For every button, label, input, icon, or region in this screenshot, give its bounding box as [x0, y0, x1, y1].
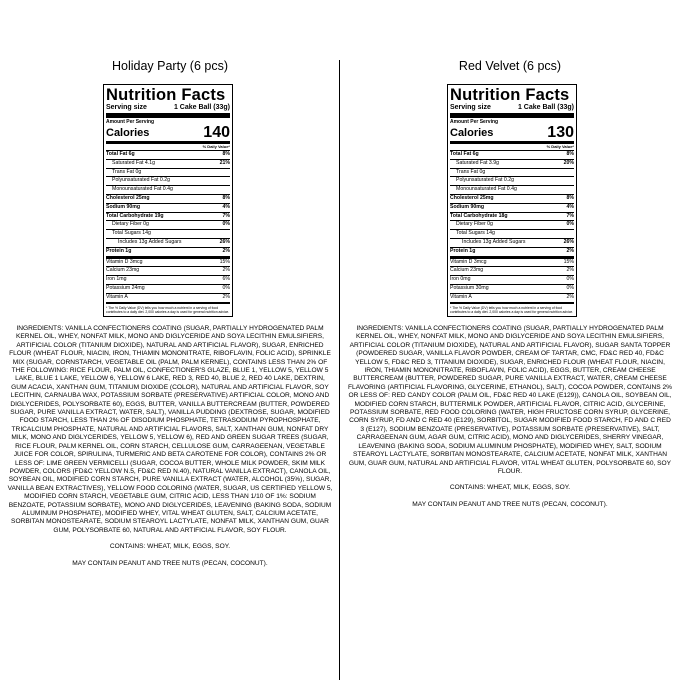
- nutrient-row-calcium: [450, 267, 574, 276]
- nutrient-row-potassium: [450, 285, 574, 294]
- nutrient-row-protein: [450, 248, 574, 259]
- nutrient-dv: 2%: [566, 293, 574, 300]
- nutrient-row-total-fat: [450, 151, 574, 160]
- nutrient-label: Protein 1g: [450, 247, 476, 254]
- calories-row: [450, 125, 574, 144]
- nutrient-dv: 0%: [566, 221, 574, 228]
- nutrient-label: Total Carbohydrate 18g: [450, 212, 508, 219]
- nutrient-label: Sodium 90mg: [106, 203, 141, 210]
- nutrient-dv: 8%: [222, 194, 230, 201]
- nutrient-row-vitamin-d: [450, 259, 574, 268]
- nutrient-row-total-fat: [106, 151, 230, 160]
- nutrient-dv: 4%: [222, 203, 230, 210]
- nutrient-row-cholesterol: [106, 195, 230, 204]
- nutrient-dv: 8%: [566, 194, 574, 201]
- daily-value-footnote: * The % Daily Value (DV) tells you how much a nutrient in a serving of food contributes to a daily diet. 2,000 calories a day is used for general nutrition advice.: [106, 305, 230, 314]
- ingredients-paragraph: [347, 325, 673, 476]
- nutrient-label: Monounsaturated Fat 0.4g: [112, 186, 173, 193]
- nutrient-row-saturated-fat: [106, 160, 230, 169]
- product-title: Holiday Party (6 pcs): [111, 59, 228, 73]
- nutrient-row-sodium: [106, 204, 230, 213]
- nutrient-dv: 15%: [219, 258, 230, 265]
- nutrient-label: Total Carbohydrate 19g: [106, 212, 164, 219]
- nutrient-label: Trans Fat 0g: [456, 168, 486, 175]
- nutrient-label: Potassium 24mg: [106, 284, 145, 291]
- nutrient-dv: 8%: [566, 151, 574, 157]
- nutrient-label: Polyunsaturated Fat 0.2g: [456, 177, 514, 184]
- nutrient-row-dietary-fiber: [106, 221, 230, 230]
- nutrient-row-iron: [106, 276, 230, 285]
- nutrient-dv: 6%: [222, 276, 230, 283]
- nutrient-dv: 2%: [222, 247, 230, 254]
- nutrient-row-calcium: [106, 267, 230, 276]
- nutrient-label: Dietary Fiber 0g: [112, 221, 149, 228]
- calories-row: [106, 125, 230, 144]
- nutrient-dv: 0%: [222, 221, 230, 228]
- nutrient-row-vitamin-a: [450, 294, 574, 304]
- calories-value: 130: [547, 124, 574, 141]
- serving-size-row: [450, 103, 574, 118]
- serving-size-label: Serving size: [450, 104, 491, 111]
- serving-size-label: Serving size: [106, 104, 147, 111]
- nutrient-label: Calcium 23mg: [106, 267, 140, 274]
- nutrition-facts-heading: Nutrition Facts: [450, 86, 570, 104]
- nutrient-row-cholesterol: [450, 195, 574, 204]
- nutrient-row-total-carbohydrate: [106, 213, 230, 222]
- calories-label: Calories: [106, 127, 150, 139]
- nutrient-label: Dietary Fiber 0g: [456, 221, 493, 228]
- amount-per-serving: Amount Per Serving: [450, 119, 499, 125]
- nutrient-label: Iron 1mg: [106, 276, 127, 283]
- product-title: Red Velvet (6 pcs): [458, 59, 562, 73]
- calories-label: Calories: [450, 127, 494, 139]
- nutrient-label: Total Fat 6g: [106, 151, 135, 157]
- allergen-may-contain: MAY CONTAIN PEANUT AND TREE NUTS (PECAN, COCONUT).: [72, 559, 268, 567]
- nutrient-label: Cholesterol 25mg: [450, 194, 494, 201]
- nutrition-facts-panel: [447, 84, 577, 317]
- nutrient-label: Saturated Fat 3.9g: [456, 159, 499, 166]
- serving-size-row: [106, 103, 230, 118]
- allergen-contains: CONTAINS: WHEAT, MILK, EGGS, SOY.: [109, 543, 231, 551]
- allergen-contains: CONTAINS: WHEAT, MILK, EGGS, SOY.: [449, 484, 571, 492]
- ingredients-block: [7, 325, 333, 568]
- nutrient-row-iron: [450, 276, 574, 285]
- nutrient-label: Vitamin D 3mcg: [106, 258, 143, 265]
- nutrient-dv: 26%: [219, 238, 230, 245]
- nutrient-row-monounsaturated-fat: [450, 186, 574, 195]
- nutrient-label: Sodium 90mg: [450, 203, 485, 210]
- serving-size-value: 1 Cake Ball (33g): [517, 104, 574, 111]
- nutrient-label: Protein 1g: [106, 247, 132, 254]
- nutrient-row-total-sugars: [450, 230, 574, 239]
- nutrient-label: Includes 13g Added Sugars: [118, 238, 182, 245]
- nutrient-row-total-carbohydrate: [450, 213, 574, 222]
- ingredients-label: INGREDIENTS:: [16, 325, 64, 332]
- nutrient-dv: 0%: [566, 284, 574, 291]
- nutrient-dv: 2%: [222, 293, 230, 300]
- nutrient-dv: 4%: [566, 203, 574, 210]
- ingredients-text: VANILLA CONFECTIONERS COATING (SUGAR, PARTIALLY HYDROGENATED PALM KERNEL OIL, WHEY, NONFAT MILK, MONO AND DIGLYCERIDE AND SOYA LECITHIN EMULSIFIERS, ARTIFICIAL COLOR (TITANIUM DIOXIDE), NATURAL AND ARTIFICIAL FLAVOR), SUGAR SANTA TOPPER (POWDERED SUGAR, VANILLA FLAVOR POWDER, CREAM OF TARTAR, CMC, FD&C RED 40, FD&C YELLOW 5, FD&C RED 3, TITANIUM DIOXIDE), SUGAR, ENRICHED FLOUR (WHEAT FLOUR, NIACIN, IRON, THIAMIN MONONITRATE, RIBOFLAVIN, FOLIC ACID), EGGS, BUTTER, CREAM CHEESE BUTTERCREAM (BUTTER, POWDERED SUGAR, PURE VANILLA EXTRACT, WATER, CREAM CHEESE FLAVORING (ARTIFICIAL FLAVORING, GLYCERINE, ETHANOL), SALT), COCOA POWDER, CONTAINS 2% OR LESS OF: RED CANDY COLOR (PALM OIL, FD&C RED 40 LAKE (E129)), CANOLA OIL, SOYBEAN OIL, MODIFIED CORN STARCH, BUTTERMILK POWDER, ARTIFICIAL FLAVOR, CITRIC ACID, GLYCERINE, POTASSIUM SORBATE, RED FOOD COLORING (WATER, HIGH FRUCTOSE CORN SYRUP, GLYCERINE, CORN SYRUP, FD AND C RED 40 (E129), SORBITOL, SUGAR MODIFIED FOOD STARCH, FD AND C RED 3 (E127), SODIUM BENZOATE (PRESERVATIVE), POTASSIUM SORBATE (PRESERVATIVE), SALT, CARRAGEENAN GUM, AGAR GUM, CITRIC ACID), MONO AND DIGLYCERIDES, SHERRY VINEGAR, LEAVENING (BAKING SODA, SODIUM ALUMINUM PHOSPHATE), MODIFIED WHEY, SALT, SODIUM STEAROYL LACTYLATE, SORBITAN MONOSTEARATE, CALCIUM ACETATE, NONFAT MILK, XANTHAN GUM, GUAR GUM, NATURAL AND ARTIFICIAL FLAVOR, VITAL WHEAT GLUTEN, POLYSORBATE 60, SOY FLOUR.: [348, 325, 672, 475]
- nutrient-dv: 2%: [222, 267, 230, 274]
- nutrient-dv: 2%: [566, 267, 574, 274]
- nutrient-label: Iron 0mg: [450, 276, 471, 283]
- nutrient-row-vitamin-a: [106, 294, 230, 304]
- nutrient-label: Vitamin A: [450, 293, 472, 300]
- nutrient-dv: 20%: [563, 159, 574, 166]
- ingredients-label: INGREDIENTS:: [356, 325, 404, 332]
- allergen-may-contain: MAY CONTAIN PEANUT AND TREE NUTS (PECAN, COCONUT).: [412, 500, 608, 508]
- ingredients-text: VANILLA CONFECTIONERS COATING (SUGAR, PARTIALLY HYDROGENATED PALM KERNEL OIL, WHEY, NONFAT MILK, MONO AND DIGLYCERIDE AND SOYA LECITHIN EMULSIFIERS, ARTIFICIAL COLOR (TITANIUM DIOXIDE), NATURAL AND ARTIFICIAL FLAVOR), SUGAR, ENRICHED FLOUR (WHEAT FLOUR, NIACIN, IRON, THIAMIN MONONITRATE, RIBOFLAVIN, FOLIC ACID), SPRINKLE MIX (SUGAR, CORNSTARCH, VEGETABLE OIL (PALM, PALM KERNEL), CONTAINS LESS THAN 2% OF THE FOLLOWING: RICE FLOUR, PALM OIL, CONFECTIONER'S GLAZE, BLUE 1, YELLOW 5, YELLOW 5 LAKE, BLUE 1 LAKE, YELLOW 6, YELLOW 6 LAKE, RED 3, RED 40, BLUE 2, RED 40 LAKE, DEXTRIN, GUM ACACIA, XANTHAN GUM, TITANIUM DIOXIDE (COLOR), NATURAL AND ARTIFICIAL FLAVOR, SOY LECITHIN, CARNAUBA WAX, POTASSIUM SORBATE (PRESERVATIVE) ARTIFICIAL COLOR, MONO AND DIGLYCERIDES, POLYSORBATE 60), EGGS, BUTTER, VANILLA BUTTERCREAM (BUTTER, POWDERED SUGAR, PURE VANILLA EXTRACT, WATER, SALT), VANILLA PUDDING (DEXTROSE, SUGAR, MODIFIED FOOD STARCH, LESS THAN 2% OF DISODIUM PHOSPHATE, TETRASODIUM PYROPHOSPHATE, TRICALCIUM PHOSPHATE, NATURAL AND ARTIFICIAL FLAVORS, SALT, XANTHAN GUM, NONFAT DRY MILK, MONO AND DIGLYCERIDES, YELLOW 5, YELLOW 6), RED AND GREEN SUGAR TREES (SUGAR, RICE FLOUR, PALM KERNEL OIL, CORN STARCH, CELLULOSE GUM, CARRAGEENAN, VEGETABLE JUICE FOR COLOR, SPIRULINA, TURMERIC AND BETA CAROTENE FOR COLOR), CONTAINS 2% OR LESS OF: LIME GREEN VERMICELLI (SUGAR, COCOA BUTTER, WHOLE MILK POWDER, SKIM MILK POWDER, COLORS (FD&C YELLOW N.5, FD&C RED N.40), NATURAL VANILLA EXTRACT), CANOLA OIL, SOYBEAN OIL, MODIFIED CORN STARCH, PURE VANILLA EXTRACT (WATER, ALCOHOL (35%), SUGAR, VANILLA BEAN EXTRACTIVES), YELLOW FOOD COLORING (WATER, SUGAR, US CERTIFIED YELLOW 5, MODIFIED CORN STARCH, VEGETABLE GUM, CITRIC ACID, LESS THAN 1/10 OF 1%: SODIUM BENZOATE, POTASSIUM SORBATE), MONO AND DIGLYCERIDES, LEAVENING (BAKING SODA, SODIUM ALUMINUM PHOSPHATE), MODIFIED WHEY, VITAL WHEAT GLUTEN, SALT, CALCIUM ACETATE, SORBITAN MONOSTEARATE, SODIUM STEAROYL LACTYLATE, NONFAT MILK, XANTHAN GUM, GUAR GUM, POLYSORBATE 60, NATURAL AND ARTIFICIAL FLAVOR, SOY FLOUR.: [7, 325, 333, 534]
- daily-value-footnote: * The % Daily Value (DV) tells you how much a nutrient in a serving of food contributes to a daily diet. 2,000 calories a day is used for general nutrition advice.: [450, 305, 574, 314]
- nutrient-dv: 21%: [219, 159, 230, 166]
- nutrient-label: Cholesterol 25mg: [106, 194, 150, 201]
- nutrient-label: Total Sugars 14g: [112, 230, 151, 237]
- nutrient-row-polyunsaturated-fat: [106, 177, 230, 186]
- nutrient-dv: 8%: [222, 151, 230, 157]
- nutrient-label: Vitamin D 3mcg: [450, 258, 487, 265]
- nutrient-row-added-sugars: [106, 239, 230, 248]
- nutrient-label: Saturated Fat 4.1g: [112, 159, 155, 166]
- nutrient-dv: 2%: [566, 247, 574, 254]
- nutrient-row-added-sugars: [450, 239, 574, 248]
- nutrient-row-dietary-fiber: [450, 221, 574, 230]
- nutrient-label: Polyunsaturated Fat 0.2g: [112, 177, 170, 184]
- nutrition-facts-panel: [103, 84, 233, 317]
- nutrient-row-polyunsaturated-fat: [450, 177, 574, 186]
- amount-per-serving: Amount Per Serving: [106, 119, 155, 125]
- nutrient-label: Total Fat 6g: [450, 151, 479, 157]
- nutrient-row-trans-fat: [450, 169, 574, 178]
- nutrient-label: Trans Fat 0g: [112, 168, 142, 175]
- nutrient-label: Vitamin A: [106, 293, 128, 300]
- nutrient-row-trans-fat: [106, 169, 230, 178]
- nutrient-row-sodium: [450, 204, 574, 213]
- nutrient-dv: 7%: [566, 212, 574, 219]
- nutrient-dv: 15%: [563, 258, 574, 265]
- nutrient-row-vitamin-d: [106, 259, 230, 268]
- nutrient-row-saturated-fat: [450, 160, 574, 169]
- ingredients-block: [347, 325, 673, 509]
- daily-value-header: % Daily Value*: [106, 144, 230, 151]
- nutrition-facts-heading: Nutrition Facts: [106, 86, 226, 104]
- nutrient-row-monounsaturated-fat: [106, 186, 230, 195]
- nutrient-label: Monounsaturated Fat 0.4g: [456, 186, 517, 193]
- nutrient-label: Calcium 23mg: [450, 267, 484, 274]
- nutrient-dv: 7%: [222, 212, 230, 219]
- serving-size-value: 1 Cake Ball (33g): [173, 104, 230, 111]
- nutrient-label: Potassium 30mg: [450, 284, 489, 291]
- calories-value: 140: [203, 124, 230, 141]
- ingredients-paragraph: [7, 325, 333, 535]
- daily-value-header: % Daily Value*: [450, 144, 574, 151]
- nutrient-label: Includes 13g Added Sugars: [462, 238, 526, 245]
- red-velvet-column: [340, 0, 680, 680]
- nutrient-dv: 26%: [563, 238, 574, 245]
- nutrient-row-protein: [106, 248, 230, 259]
- nutrient-row-potassium: [106, 285, 230, 294]
- nutrient-row-total-sugars: [106, 230, 230, 239]
- nutrient-dv: 0%: [566, 276, 574, 283]
- nutrient-dv: 0%: [222, 284, 230, 291]
- nutrient-label: Total Sugars 14g: [456, 230, 495, 237]
